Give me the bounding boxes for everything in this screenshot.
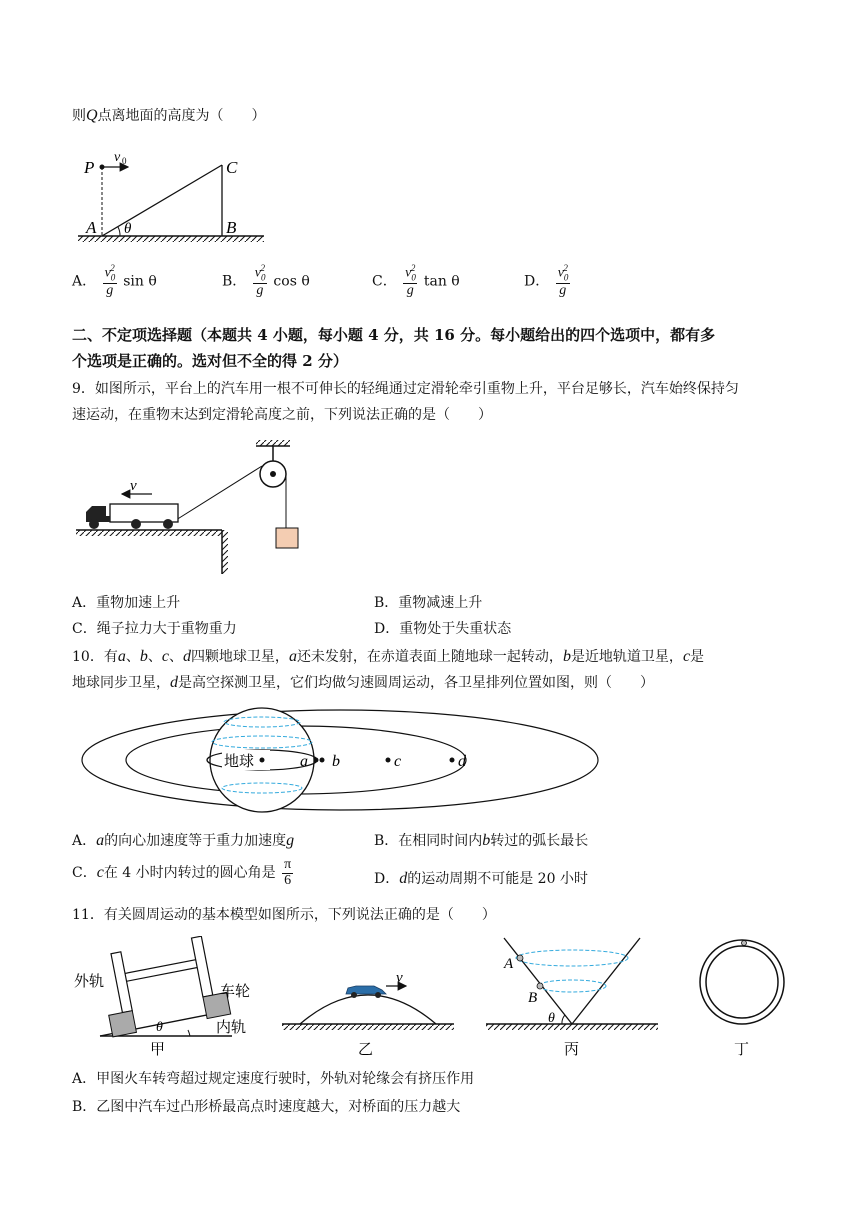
q9-option-a[interactable]: A．重物加速上升	[72, 595, 181, 611]
q8-option-a[interactable]: A． $\frac{v_0^2}{g}$ sin θ	[72, 263, 157, 298]
q10-option-b[interactable]: B．在相同时间内b转过的弧长最长	[374, 832, 589, 849]
label-wheel: 车轮	[220, 984, 251, 1000]
figure-ding-ring	[692, 934, 792, 1058]
label-v0-sub: 0	[122, 156, 127, 166]
q10-option-c[interactable]: C．c在 4 小时内转过的圆心角是 $\frac{\pi}{6}$	[72, 857, 292, 888]
label-v-yi: v	[396, 970, 403, 986]
figure-yi-bridge	[276, 960, 460, 1058]
label-v0: v	[114, 150, 121, 165]
label-d: d	[458, 753, 466, 770]
label-theta-jia: θ	[156, 1020, 163, 1035]
q8-option-d[interactable]: D． $\frac{v_0^2}{g}$	[524, 263, 569, 298]
caption-yi: 乙	[358, 1042, 374, 1058]
label-v: v	[130, 478, 137, 494]
caption-ding: 丁	[734, 1042, 750, 1058]
label-A-bing: A	[504, 956, 514, 972]
earth-label: 地球	[224, 754, 255, 770]
label-C: C	[226, 158, 238, 177]
figure-satellites	[72, 704, 612, 820]
q8-option-b[interactable]: B． $\frac{v_0^2}{g}$ cos θ	[222, 263, 310, 298]
q8-option-c[interactable]: C． $\frac{v_0^2}{g}$ tan θ	[372, 263, 460, 298]
label-theta-bing: θ	[548, 1011, 555, 1026]
label-B-bing: B	[528, 990, 538, 1006]
q8-stem-tail: 则Q点离地面的高度为（ ）	[72, 107, 266, 124]
label-c: c	[394, 753, 402, 770]
caption-bing: 丙	[564, 1042, 580, 1058]
q10-option-d[interactable]: D．d的运动周期不可能是 20 小时	[374, 870, 588, 887]
label-P: P	[84, 158, 95, 177]
q9-stem-line1: 9．如图所示，平台上的汽车用一根不可伸长的轻绳通过定滑轮牵引重物上升，平台足够长，汽车始终保持匀	[72, 381, 739, 397]
section-heading-line1: 二、不定项选择题（本题共 4 小题，每小题 4 分，共 16 分。每小题给出的四个选项中，都有多	[72, 326, 716, 344]
q9-option-c[interactable]: C．绳子拉力大于重物重力	[72, 621, 237, 637]
q10-stem-line1: 10．有a、b、c、d四颗地球卫星，a还未发射，在赤道表面上随地球一起转动，b是近地轨道卫星，c是	[72, 648, 705, 665]
label-A: A	[86, 218, 97, 237]
figure-jia-train-track	[72, 936, 268, 1058]
section-heading-line2: 个选项是正确的。选对但不全的得 2 分）	[72, 352, 348, 370]
label-B: B	[226, 218, 237, 237]
q10-stem-line2: 地球同步卫星，d是高空探测卫星，它们均做匀速圆周运动，各卫星排列位置如图，则（ ）	[72, 674, 654, 691]
q9-option-d[interactable]: D．重物处于失重状态	[374, 621, 512, 637]
label-inner-rail: 内轨	[216, 1020, 247, 1036]
q11-option-b[interactable]: B．乙图中汽车过凸形桥最高点时速度越大，对桥面的压力越大	[72, 1099, 461, 1115]
label-outer-rail: 外轨	[74, 974, 105, 990]
label-theta: θ	[124, 221, 132, 237]
figure-truck-pulley	[72, 436, 312, 578]
q11-stem: 11．有关圆周运动的基本模型如图所示，下列说法正确的是（ ）	[72, 907, 496, 923]
q9-option-b[interactable]: B．重物减速上升	[374, 595, 483, 611]
label-b: b	[332, 753, 340, 770]
label-a: a	[300, 753, 308, 770]
figure-projectile-incline	[72, 145, 272, 250]
figure-bing-cone	[482, 934, 662, 1058]
caption-jia: 甲	[150, 1042, 166, 1058]
q9-stem-line2: 速运动，在重物末达到定滑轮高度之前，下列说法正确的是（ ）	[72, 407, 492, 423]
q11-option-a[interactable]: A．甲图火车转弯超过规定速度行驶时，外轨对轮缘会有挤压作用	[72, 1071, 475, 1087]
q10-option-a[interactable]: A．a的向心加速度等于重力加速度g	[72, 832, 295, 849]
